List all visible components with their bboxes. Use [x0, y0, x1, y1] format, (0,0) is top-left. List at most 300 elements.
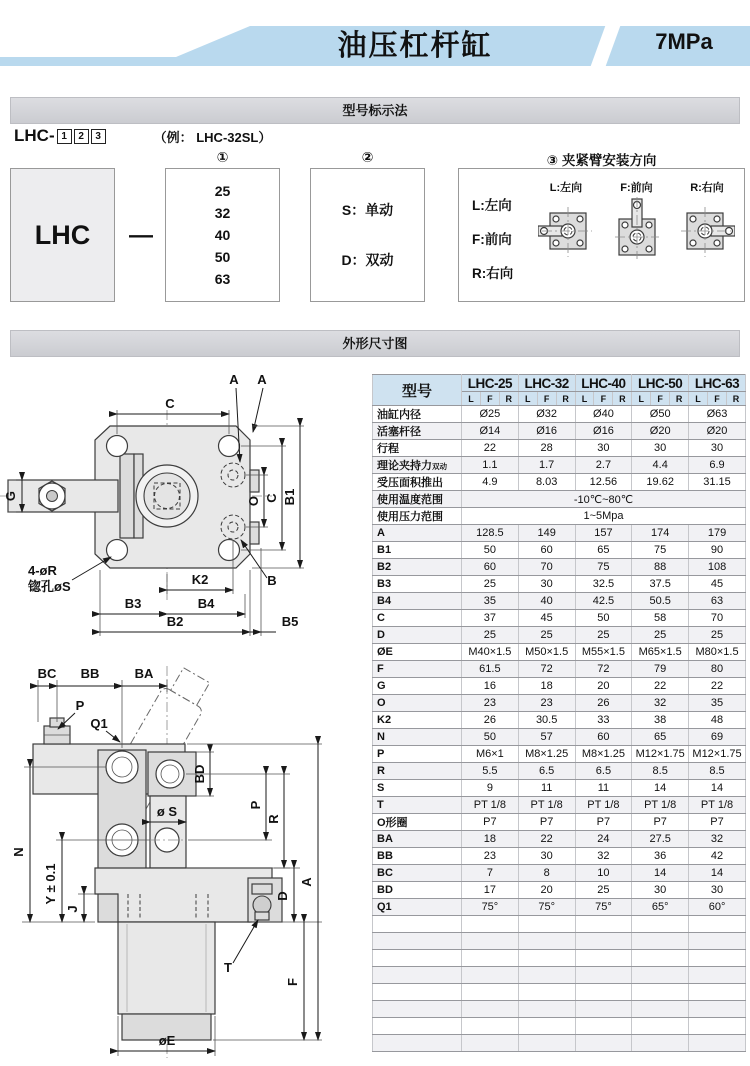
table-row — [373, 627, 746, 644]
table-cell: 30 — [632, 440, 689, 457]
series-dash: — — [129, 222, 153, 249]
row-label: D — [373, 627, 462, 644]
svg-text:BC: BC — [37, 666, 57, 681]
table-cell-empty — [462, 933, 519, 950]
table-cell: 50 — [462, 729, 519, 746]
model-column-header: LHC-50 — [632, 375, 689, 392]
table-cell: M8×1.25 — [575, 746, 632, 763]
table-cell: 5.5 — [462, 763, 519, 780]
table-row — [373, 661, 746, 678]
table-cell: 72 — [575, 661, 632, 678]
table-cell: 32 — [632, 695, 689, 712]
table-cell: PT 1/8 — [575, 797, 632, 814]
table-cell: 2.7 — [575, 457, 632, 474]
table-cell: 50.5 — [632, 593, 689, 610]
row-label-suffix: 双动 — [432, 462, 447, 471]
table-cell-empty — [575, 916, 632, 933]
series-box: LHC — [10, 168, 115, 302]
table-cell: 10 — [575, 865, 632, 882]
svg-text:C: C — [264, 493, 279, 503]
table-cell: 58 — [632, 610, 689, 627]
table-cell: 30.5 — [518, 712, 575, 729]
table-cell: 7 — [462, 865, 519, 882]
direction-subheader: F — [537, 392, 556, 406]
table-cell: 25 — [462, 627, 519, 644]
table-cell-empty — [632, 967, 689, 984]
section-outline-dimensions: 外形尺寸图 — [10, 330, 740, 357]
table-cell: 1~5Mpa — [462, 508, 746, 525]
table-cell: 157 — [575, 525, 632, 542]
pressure-rating: 7MPa — [655, 29, 713, 54]
row-label: BB — [373, 848, 462, 865]
table-cell-empty — [518, 967, 575, 984]
table-cell: Ø40 — [575, 406, 632, 423]
row-label: B4 — [373, 593, 462, 610]
row-label: BA — [373, 831, 462, 848]
table-cell: 65 — [632, 729, 689, 746]
table-cell-empty — [575, 984, 632, 1001]
table-cell: M80×1.5 — [689, 644, 746, 661]
svg-text:P: P — [75, 698, 85, 713]
table-cell-empty — [689, 1001, 746, 1018]
svg-text:J: J — [65, 905, 80, 913]
table-cell: 23 — [518, 695, 575, 712]
table-cell: 42 — [689, 848, 746, 865]
table-cell: 69 — [689, 729, 746, 746]
bore-option: 25 — [214, 183, 231, 199]
table-cell: 8 — [518, 865, 575, 882]
table-cell: 16 — [462, 678, 519, 695]
row-label: 理论夹持力双动 — [373, 457, 462, 474]
svg-text:B: B — [267, 573, 277, 588]
table-cell: 22 — [462, 440, 519, 457]
bore-option: 63 — [214, 271, 231, 287]
side-view-drawing — [0, 652, 370, 1066]
table-cell: Ø25 — [462, 406, 519, 423]
bore-option: 40 — [214, 227, 231, 243]
table-cell: 30 — [632, 882, 689, 899]
row-label: BC — [373, 865, 462, 882]
row-label: R — [373, 763, 462, 780]
row-label: Q1 — [373, 899, 462, 916]
table-cell: 108 — [689, 559, 746, 576]
direction-subheader: R — [556, 392, 575, 406]
table-row — [373, 508, 746, 525]
row-label: F — [373, 661, 462, 678]
table-cell: 40 — [518, 593, 575, 610]
row-label: N — [373, 729, 462, 746]
table-cell: 14 — [689, 780, 746, 797]
table-row — [373, 678, 746, 695]
table-cell: P7 — [462, 814, 519, 831]
direction-subheader: R — [499, 392, 518, 406]
row-label: 油缸内径 — [373, 406, 462, 423]
side-tab — [250, 470, 259, 492]
side-tab — [250, 522, 259, 544]
direction-subheader: L — [632, 392, 651, 406]
svg-text:B4: B4 — [197, 596, 215, 611]
table-row — [373, 406, 746, 423]
svg-text:O: O — [246, 495, 261, 507]
table-cell-empty — [689, 1035, 746, 1052]
svg-text:K2: K2 — [191, 572, 209, 587]
table-cell-empty — [518, 984, 575, 1001]
table-cell: P7 — [632, 814, 689, 831]
table-cell: 32 — [575, 848, 632, 865]
direction-subheader: R — [613, 392, 632, 406]
table-cell: 1.7 — [518, 457, 575, 474]
table-row — [373, 933, 746, 950]
page-title: 油压杠杆缸 — [337, 30, 493, 62]
model-column-header: LHC-32 — [518, 375, 575, 392]
table-row — [373, 797, 746, 814]
table-cell: Ø16 — [518, 423, 575, 440]
table-cell-empty — [689, 933, 746, 950]
table-cell-empty — [689, 984, 746, 1001]
table-cell: 8.03 — [518, 474, 575, 491]
row-label: S — [373, 780, 462, 797]
diagram-left-label: L:左向 — [549, 182, 583, 194]
table-cell-empty — [518, 1001, 575, 1018]
table-cell: 45 — [689, 576, 746, 593]
direction-subheader: L — [575, 392, 594, 406]
table-row — [373, 967, 746, 984]
table-cell: 27.5 — [632, 831, 689, 848]
table-cell: 14 — [632, 780, 689, 797]
table-cell: 31.15 — [689, 474, 746, 491]
table-cell: 25 — [462, 576, 519, 593]
svg-text:Y ± 0.1: Y ± 0.1 — [43, 863, 58, 905]
table-cell-empty — [689, 950, 746, 967]
table-cell: 36 — [632, 848, 689, 865]
table-cell: 14 — [632, 865, 689, 882]
svg-text:B3: B3 — [124, 596, 142, 611]
table-cell: 60 — [575, 729, 632, 746]
table-row — [373, 984, 746, 1001]
table-cell: 19.62 — [632, 474, 689, 491]
svg-text:B1: B1 — [282, 488, 297, 506]
table-cell: M55×1.5 — [575, 644, 632, 661]
table-cell-empty — [689, 1018, 746, 1035]
table-cell: 75° — [462, 899, 519, 916]
table-cell: 38 — [632, 712, 689, 729]
table-cell: 179 — [689, 525, 746, 542]
table-row — [373, 491, 746, 508]
table-cell: 61.5 — [462, 661, 519, 678]
table-row — [373, 525, 746, 542]
direction-subheader: F — [594, 392, 613, 406]
svg-text:G: G — [3, 490, 18, 502]
arm-direction-diagrams — [535, 179, 738, 266]
table-cell: M50×1.5 — [518, 644, 575, 661]
bore-option: 50 — [214, 249, 231, 265]
table-cell: 28 — [518, 440, 575, 457]
table-cell-empty — [575, 967, 632, 984]
table-row — [373, 610, 746, 627]
action-option-double: D：双动 — [341, 252, 394, 268]
table-cell: 4.4 — [632, 457, 689, 474]
table-cell: 50 — [462, 542, 519, 559]
svg-text:øE: øE — [158, 1033, 176, 1048]
table-cell: 79 — [632, 661, 689, 678]
direction-subheader: L — [462, 392, 481, 406]
arm-right-diagram-icon — [679, 197, 735, 261]
svg-text:A: A — [299, 877, 314, 887]
table-cell: 22 — [518, 831, 575, 848]
svg-text:ø S: ø S — [156, 804, 178, 819]
table-cell-empty — [575, 950, 632, 967]
arm-left-diagram-icon — [538, 197, 594, 261]
svg-text:C: C — [165, 396, 175, 411]
table-cell-empty — [518, 933, 575, 950]
table-cell: 18 — [462, 831, 519, 848]
table-cell: 75 — [575, 559, 632, 576]
svg-text:T: T — [224, 960, 232, 975]
table-row — [373, 848, 746, 865]
table-cell: 30 — [518, 576, 575, 593]
table-cell: PT 1/8 — [632, 797, 689, 814]
row-label: B2 — [373, 559, 462, 576]
table-cell: 174 — [632, 525, 689, 542]
table-cell: PT 1/8 — [518, 797, 575, 814]
table-cell-empty — [689, 916, 746, 933]
table-cell: 22 — [632, 678, 689, 695]
table-cell: 18 — [518, 678, 575, 695]
row-label: 使用压力范围 — [373, 508, 462, 525]
table-cell: 37.5 — [632, 576, 689, 593]
table-cell-empty — [462, 916, 519, 933]
arm-rail — [120, 454, 134, 538]
row-label: ØE — [373, 644, 462, 661]
table-cell-empty — [462, 984, 519, 1001]
table-corner-header: 型号 — [373, 375, 462, 406]
bore-option: 32 — [214, 205, 231, 221]
svg-text:B2: B2 — [166, 614, 184, 629]
cylinder-tube — [118, 922, 215, 1014]
table-cell-empty — [518, 1035, 575, 1052]
arm-direction-legend — [472, 189, 513, 291]
table-row — [373, 865, 746, 882]
svg-text:B5: B5 — [281, 614, 299, 629]
row-label — [373, 967, 462, 984]
table-cell: 23 — [462, 848, 519, 865]
table-cell: 30 — [689, 882, 746, 899]
table-cell: 42.5 — [575, 593, 632, 610]
table-cell: 1.1 — [462, 457, 519, 474]
table-row — [373, 474, 746, 491]
column3-label: ③ 夹紧臂安装方向 — [546, 153, 657, 168]
arm-front-diagram-icon — [609, 197, 665, 261]
model-column-header: LHC-40 — [575, 375, 632, 392]
svg-text:BB: BB — [80, 666, 100, 681]
arm-direction-box — [458, 168, 745, 302]
model-column-header: LHC-25 — [462, 375, 519, 392]
pivot-pin-upper — [106, 751, 138, 783]
svg-text:R: R — [266, 814, 281, 824]
table-cell: 25 — [575, 882, 632, 899]
table-cell: 26 — [462, 712, 519, 729]
table-cell: 70 — [689, 610, 746, 627]
table-row — [373, 576, 746, 593]
front-view-drawing — [0, 368, 370, 652]
table-cell-empty — [518, 916, 575, 933]
table-row — [373, 882, 746, 899]
digit-box-3: 3 — [91, 129, 106, 144]
table-row — [373, 440, 746, 457]
row-label: C — [373, 610, 462, 627]
flange-body — [95, 868, 272, 922]
table-cell: 48 — [689, 712, 746, 729]
diagram-front — [606, 179, 668, 266]
row-label: BD — [373, 882, 462, 899]
table-cell: 8.5 — [689, 763, 746, 780]
diagram-right-label: R:右向 — [690, 182, 724, 194]
table-row — [373, 712, 746, 729]
table-cell: 45 — [518, 610, 575, 627]
table-cell: 25 — [518, 627, 575, 644]
table-cell-empty — [632, 950, 689, 967]
port-plug — [253, 896, 271, 914]
table-cell: 8.5 — [632, 763, 689, 780]
row-label: O — [373, 695, 462, 712]
legend-right: R:右向 — [472, 266, 514, 281]
row-label — [373, 933, 462, 950]
svg-text:A: A — [229, 372, 239, 387]
table-cell-empty — [462, 950, 519, 967]
table-cell-empty — [632, 916, 689, 933]
table-cell: 35 — [689, 695, 746, 712]
table-cell: 72 — [518, 661, 575, 678]
bore-size-options — [166, 169, 279, 290]
digit-box-2: 2 — [74, 129, 89, 144]
table-cell: 32.5 — [575, 576, 632, 593]
svg-text:Q1: Q1 — [90, 716, 108, 731]
mounting-hole — [107, 436, 128, 457]
table-row — [373, 559, 746, 576]
table-cell: 30 — [689, 440, 746, 457]
table-row — [373, 831, 746, 848]
row-label — [373, 1001, 462, 1018]
table-row — [373, 1018, 746, 1035]
table-row — [373, 593, 746, 610]
direction-subheader: L — [518, 392, 537, 406]
table-cell: PT 1/8 — [689, 797, 746, 814]
table-row — [373, 1035, 746, 1052]
digit-box-1: 1 — [57, 129, 72, 144]
table-cell: 128.5 — [462, 525, 519, 542]
row-label — [373, 950, 462, 967]
table-cell: 20 — [575, 678, 632, 695]
table-cell-empty — [518, 1018, 575, 1035]
table-cell: 25 — [632, 627, 689, 644]
table-cell-empty — [575, 1035, 632, 1052]
svg-text:4-øR: 4-øR — [28, 563, 57, 578]
svg-text:锪孔øS: 锪孔øS — [28, 579, 71, 594]
direction-subheader: F — [707, 392, 726, 406]
table-row — [373, 542, 746, 559]
diagram-left — [535, 179, 597, 266]
table-cell: 30 — [518, 848, 575, 865]
table-cell: Ø16 — [575, 423, 632, 440]
row-label: B3 — [373, 576, 462, 593]
svg-text:A: A — [257, 372, 267, 387]
table-row — [373, 423, 746, 440]
table-row — [373, 814, 746, 831]
table-cell-empty — [462, 1035, 519, 1052]
table-cell: 6.5 — [518, 763, 575, 780]
table-cell: 20 — [518, 882, 575, 899]
row-label: 受压面积推出 — [373, 474, 462, 491]
table-cell-empty — [632, 984, 689, 1001]
table-row — [373, 899, 746, 916]
table-cell: M12×1.75 — [689, 746, 746, 763]
table-cell: 90 — [689, 542, 746, 559]
table-cell: 4.9 — [462, 474, 519, 491]
table-cell-empty — [575, 1018, 632, 1035]
row-label: 活塞杆径 — [373, 423, 462, 440]
table-cell: 25 — [689, 627, 746, 644]
table-cell-empty — [462, 1001, 519, 1018]
table-cell: 65 — [575, 542, 632, 559]
row-label: A — [373, 525, 462, 542]
table-cell: 75° — [518, 899, 575, 916]
table-cell: 88 — [632, 559, 689, 576]
table-cell-empty — [518, 950, 575, 967]
svg-text:P: P — [248, 800, 263, 810]
table-cell: 14 — [689, 865, 746, 882]
table-cell: 75° — [575, 899, 632, 916]
diagram-front-label: F:前向 — [620, 182, 653, 194]
table-cell: 70 — [518, 559, 575, 576]
table-cell: 65° — [632, 899, 689, 916]
row-label — [373, 1018, 462, 1035]
legend-left: L:左向 — [472, 198, 512, 213]
column2-label: ② — [361, 149, 374, 165]
table-cell: -10℃~80℃ — [462, 491, 746, 508]
table-cell: Ø63 — [689, 406, 746, 423]
table-cell-empty — [632, 1001, 689, 1018]
table-cell: 60 — [462, 559, 519, 576]
svg-text:BA: BA — [134, 666, 154, 681]
action-option-single: S：单动 — [341, 202, 394, 218]
table-cell-empty — [632, 933, 689, 950]
table-row — [373, 746, 746, 763]
legend-front: F:前向 — [472, 232, 512, 247]
svg-text:N: N — [11, 847, 26, 857]
table-cell-empty — [462, 1018, 519, 1035]
table-cell: M40×1.5 — [462, 644, 519, 661]
table-cell: 12.56 — [575, 474, 632, 491]
row-label: T — [373, 797, 462, 814]
table-cell-empty — [632, 1018, 689, 1035]
table-cell: 50 — [575, 610, 632, 627]
table-cell: Ø32 — [518, 406, 575, 423]
action-type-box — [310, 168, 425, 302]
table-row — [373, 780, 746, 797]
row-label: O形圈 — [373, 814, 462, 831]
table-row — [373, 763, 746, 780]
section-model-designation: 型号标示法 — [10, 97, 740, 124]
table-cell: 60 — [518, 542, 575, 559]
table-row — [373, 644, 746, 661]
direction-subheader: L — [689, 392, 708, 406]
table-cell: 25 — [575, 627, 632, 644]
table-cell-empty — [632, 1035, 689, 1052]
model-column-header: LHC-63 — [689, 375, 746, 392]
table-cell: 33 — [575, 712, 632, 729]
model-code-example: （例： LHC-32SL） — [153, 129, 272, 145]
table-cell-empty — [689, 967, 746, 984]
